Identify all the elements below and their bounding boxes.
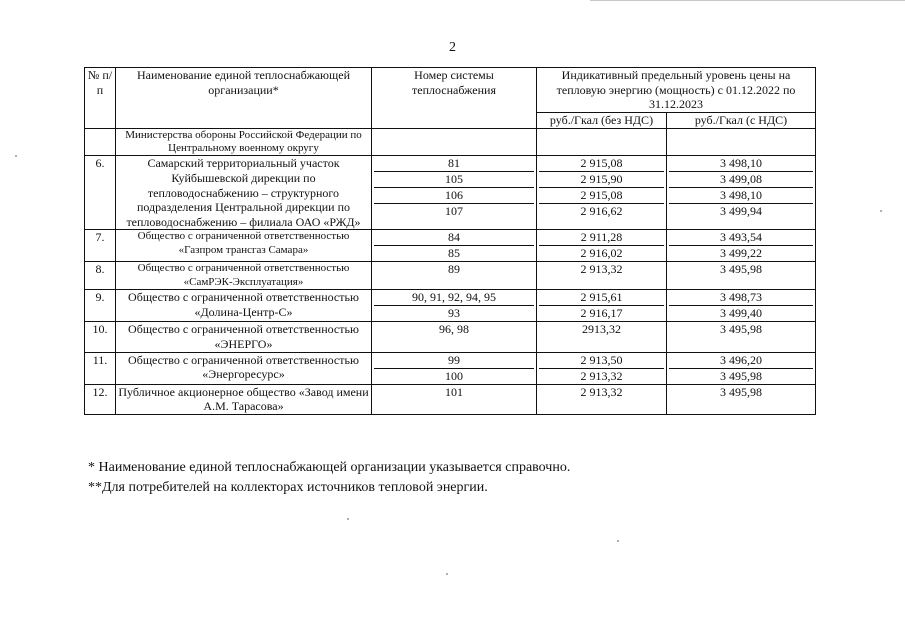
table-body <box>85 128 816 414</box>
system-number: 106 <box>374 188 534 204</box>
price-no-vat-cell <box>537 230 667 262</box>
header-system: Номер системы теплоснабжения <box>372 68 537 129</box>
header-no-vat: руб./Гкал (без НДС) <box>537 112 667 128</box>
price-with-vat: 3 499,22 <box>720 246 762 261</box>
price-no-vat: 2 913,32 <box>580 262 623 277</box>
row-number: 11. <box>85 352 116 384</box>
price-with-vat: 3 498,73 <box>669 290 813 306</box>
system-number: 93 <box>448 306 460 321</box>
price-with-vat: 3 493,54 <box>669 230 813 246</box>
system-number: 99 <box>374 353 534 369</box>
section-label: Министерства обороны Российской Федерации по Центральному военному округу <box>116 128 372 156</box>
price-with-vat-cell <box>667 262 816 290</box>
system-number: 101 <box>445 384 463 399</box>
header-org: Наименование единой теплоснабжающей организации* <box>116 68 372 129</box>
table-row <box>85 290 816 322</box>
header-with-vat: руб./Гкал (с НДС) <box>667 112 816 128</box>
section-row <box>85 128 816 156</box>
org-name: Публичное акционерное общество «Завод имени А.М. Тарасова» <box>116 384 372 414</box>
price-no-vat-cell <box>537 262 667 290</box>
price-no-vat-cell <box>537 322 667 352</box>
header-row <box>85 68 816 113</box>
footnote-1: * Наименование единой теплоснабжающей организации указывается справочно. <box>88 460 571 475</box>
scan-speck <box>347 518 349 520</box>
price-no-vat: 2 913,50 <box>539 353 664 369</box>
table-row <box>85 156 816 230</box>
scan-speck <box>617 540 619 542</box>
row-number: 10. <box>85 322 116 352</box>
table-row <box>85 262 816 290</box>
price-no-vat: 2 916,17 <box>580 306 623 321</box>
price-no-vat: 2 916,62 <box>580 204 623 219</box>
scan-edge-line <box>590 0 905 1</box>
row-number: 7. <box>85 230 116 262</box>
table-row <box>85 384 816 414</box>
system-number-cell <box>372 290 537 322</box>
scan-speck <box>446 573 448 575</box>
price-with-vat-cell <box>667 290 816 322</box>
system-number-cell <box>372 384 537 414</box>
row-number: 8. <box>85 262 116 290</box>
scan-speck <box>880 210 882 212</box>
price-with-vat-cell <box>667 230 816 262</box>
price-no-vat: 2 915,08 <box>539 156 664 172</box>
price-no-vat: 2 913,32 <box>580 384 623 399</box>
system-number: 84 <box>374 230 534 246</box>
system-number-cell <box>372 156 537 230</box>
table-row <box>85 230 816 262</box>
system-number: 81 <box>374 156 534 172</box>
price-with-vat: 3 495,98 <box>720 322 762 337</box>
org-name: Общество с ограниченной ответственностью «ЭНЕРГО» <box>116 322 372 352</box>
price-no-vat-cell <box>537 290 667 322</box>
org-name: Общество с ограниченной ответственностью «Долина-Центр-С» <box>116 290 372 322</box>
price-no-vat-cell <box>537 352 667 384</box>
system-number: 105 <box>374 172 534 188</box>
system-number: 100 <box>445 368 463 383</box>
header-num: № п/п <box>85 68 116 129</box>
system-number: 89 <box>448 262 460 277</box>
row-number: 9. <box>85 290 116 322</box>
price-with-vat: 3 495,98 <box>720 384 762 399</box>
page-number: 2 <box>449 40 456 55</box>
footnotes <box>88 458 570 498</box>
system-number-cell <box>372 230 537 262</box>
row-number: 12. <box>85 384 116 414</box>
price-no-vat: 2 916,02 <box>580 246 623 261</box>
org-name: Самарский территориальный участок Куйбышевской дирекции по тепловодоснабжению – структурного подразделения Центральной дирекции по тепловодоснабжению – филиала ОАО «РЖД» <box>116 156 372 230</box>
footnote-2: **Для потребителей на коллекторах источников тепловой энергии. <box>88 480 488 495</box>
price-with-vat-cell <box>667 384 816 414</box>
price-with-vat: 3 498,10 <box>669 156 813 172</box>
price-with-vat: 3 499,94 <box>720 204 762 219</box>
system-number: 90, 91, 92, 94, 95 <box>374 290 534 306</box>
price-with-vat: 3 499,08 <box>669 172 813 188</box>
price-no-vat: 2 913,32 <box>580 368 623 383</box>
price-with-vat: 3 496,20 <box>669 353 813 369</box>
table-row <box>85 352 816 384</box>
price-no-vat: 2 911,28 <box>539 230 664 246</box>
header-price-group: Индикативный предельный уровень цены на тепловую энергию (мощность) с 01.12.2022 по 31.12.2023 <box>537 68 816 113</box>
price-with-vat: 3 495,98 <box>720 262 762 277</box>
system-number-cell <box>372 352 537 384</box>
price-with-vat: 3 495,98 <box>720 368 762 383</box>
price-with-vat-cell <box>667 322 816 352</box>
tariff-table <box>84 67 816 415</box>
system-number: 85 <box>448 246 460 261</box>
price-with-vat: 3 498,10 <box>669 188 813 204</box>
system-number: 107 <box>445 204 463 219</box>
row-number: 6. <box>85 156 116 230</box>
price-with-vat-cell <box>667 352 816 384</box>
table-row <box>85 322 816 352</box>
org-name: Общество с ограниченной ответственностью «Энергоресурс» <box>116 352 372 384</box>
price-with-vat: 3 499,40 <box>720 306 762 321</box>
price-no-vat: 2 915,61 <box>539 290 664 306</box>
price-no-vat: 2 915,08 <box>539 188 664 204</box>
system-number-cell <box>372 262 537 290</box>
price-no-vat-cell <box>537 156 667 230</box>
price-no-vat: 2913,32 <box>582 322 621 337</box>
system-number-cell <box>372 322 537 352</box>
price-no-vat: 2 915,90 <box>539 172 664 188</box>
org-name: Общество с ограниченной ответственностью «СамРЭК-Эксплуатация» <box>116 262 372 290</box>
price-with-vat-cell <box>667 156 816 230</box>
org-name: Общество с ограниченной ответственностью «Газпром трансгаз Самара» <box>116 230 372 262</box>
scan-speck <box>15 155 17 157</box>
system-number: 96, 98 <box>439 322 469 337</box>
price-no-vat-cell <box>537 384 667 414</box>
